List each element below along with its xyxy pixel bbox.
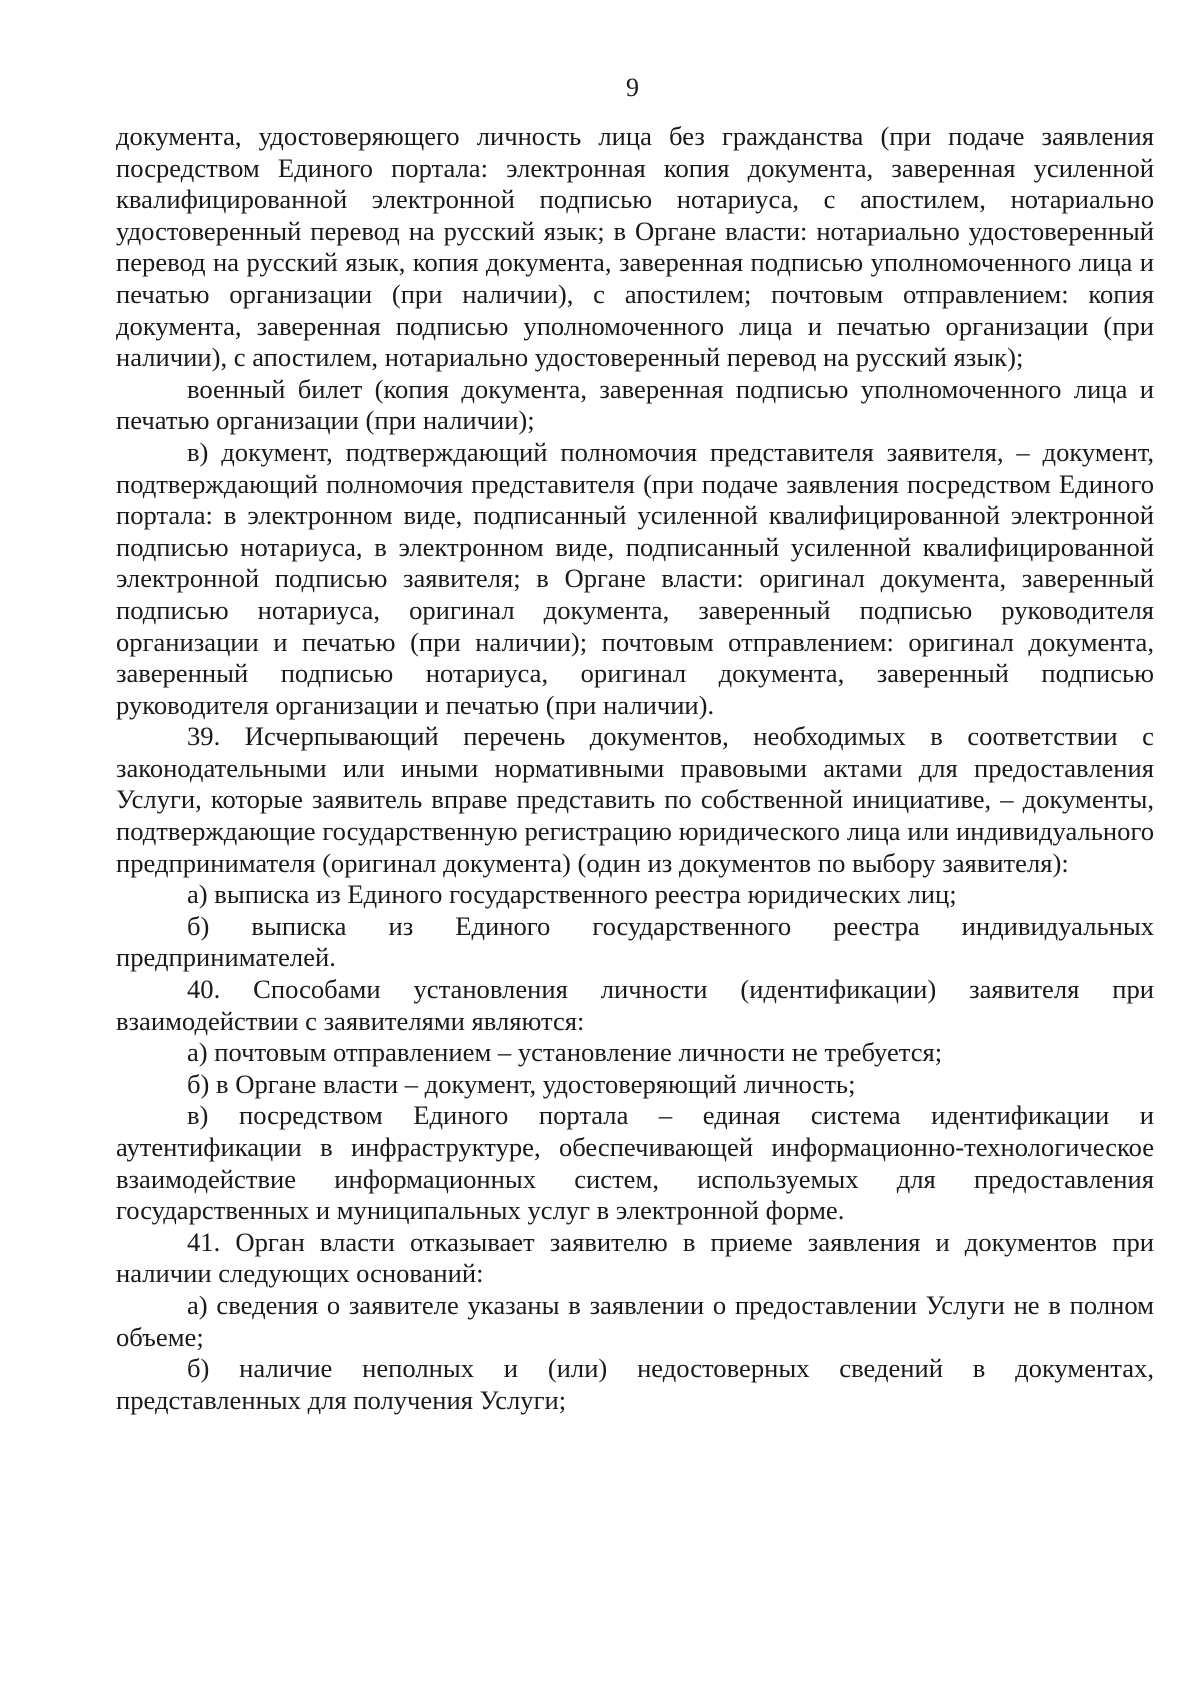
paragraph-40a-postal: а) почтовым отправлением – установление личности не требуется;	[187, 1037, 943, 1068]
paragraph-39b-entrepreneur-extract: б) выписка из Единого государственного реестра индивидуальных предпринимателей.	[116, 910, 1154, 973]
paragraph-40c-portal: в) посредством Единого портала – единая система идентификации и аутентификации в инфраструктуре, обеспечивающей информационно-технологическое взаимодействие информационных систем, используемых для предоставления государственных и муниципальных услуг в электронной форме.	[116, 1100, 1154, 1226]
document-body	[116, 121, 1154, 1416]
paragraph-41b-unreliable-info: б) наличие неполных и (или) недостоверных сведений в документах, представленных для получения Услуги;	[116, 1353, 1154, 1415]
paragraph-39-optional-documents: 39. Исчерпывающий перечень документов, необходимых в соответствии с законодательными или иными нормативными правовыми актами для предоставления Услуги, которые заявитель вправе представить по собственной инициативе, – документы, подтверждающие государственную регистрацию юридического лица или индивидуального предпринимателя (оригинал документа) (один из документов по выбору заявителя):	[116, 721, 1154, 878]
paragraph-military-id: военный билет (копия документа, заверенная подписью уполномоченного лица и печатью организации (при наличии);	[116, 373, 1154, 436]
paragraph-40b-authority: б) в Органе власти – документ, удостоверяющий личность;	[187, 1068, 856, 1099]
paragraph-40-identification-methods: 40. Способами установления личности (идентификации) заявителя при взаимодействии с заявителями являются:	[116, 974, 1154, 1036]
paragraph-41a-incomplete-info: а) сведения о заявителе указаны в заявлении о предоставлении Услуги не в полном объеме;	[116, 1289, 1154, 1352]
paragraph-41-refusal-grounds: 41. Орган власти отказывает заявителю в приеме заявления и документов при наличии следующих оснований:	[116, 1226, 1154, 1289]
paragraph-representative-authority: в) документ, подтверждающий полномочия представителя заявителя, – документ, подтверждающий полномочия представителя (при подаче заявления посредством Единого портала: в электронном виде, подписанный усиленной квалифицированной электронной подписью нотариуса, в электронном виде, подписанный усиленной квалифицированной электронной подписью заявителя; в Органе власти: оригинал документа, заверенный подписью нотариуса, оригинал документа, заверенный подписью руководителя организации и печатью (при наличии); почтовым отправлением: оригинал документа, заверенный подписью нотариуса, оригинал документа, заверенный подписью руководителя организации и печатью (при наличии).	[116, 436, 1154, 720]
paragraph-39a-legal-entity-extract: а) выписка из Единого государственного реестра юридических лиц;	[187, 879, 957, 910]
page-number: 9	[626, 73, 639, 102]
paragraph-identity-document-continuation: документа, удостоверяющего личность лица без гражданства (при подаче заявления посредством Единого портала: электронная копия документа, заверенная усиленной квалифицированной электронной подписью нотариуса, с апостилем, нотариально удостоверенный перевод на русский язык; в Органе власти: нотариально удостоверенный перевод на русский язык, копия документа, заверенная подписью уполномоченного лица и печатью организации (при наличии), с апостилем; почтовым отправлением: копия документа, заверенная подписью уполномоченного лица и печатью организации (при наличии), с апостилем, нотариально удостоверенный перевод на русский язык);	[116, 121, 1154, 373]
